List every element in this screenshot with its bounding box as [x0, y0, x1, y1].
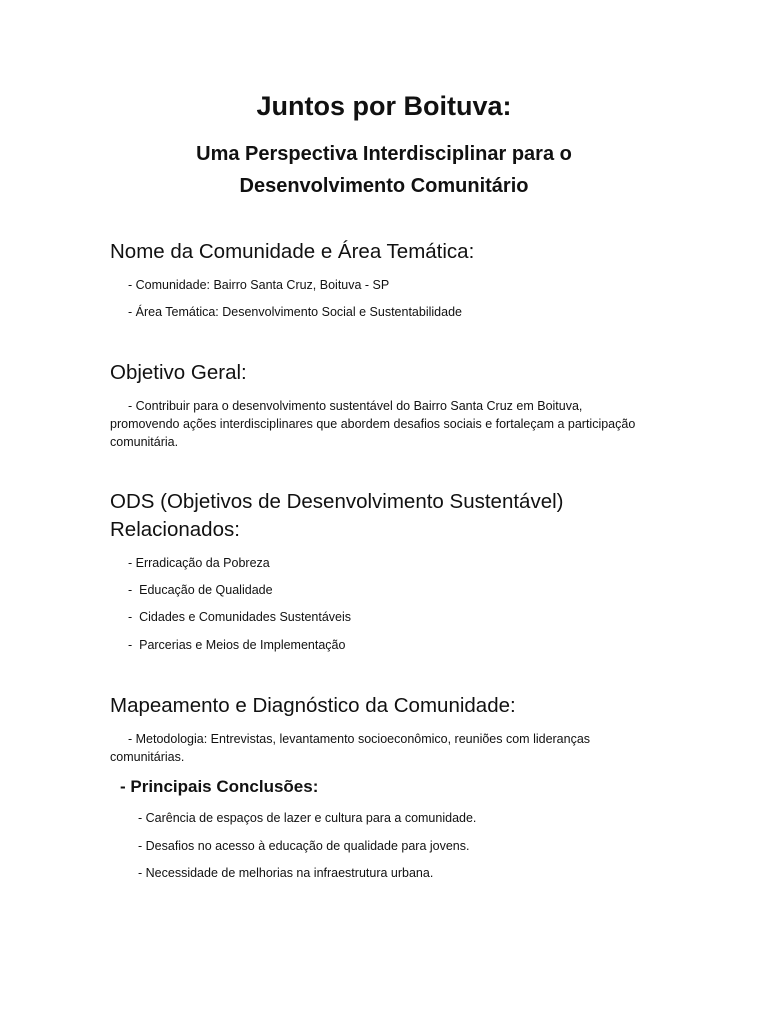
ods-item: - Educação de Qualidade	[128, 583, 273, 597]
objective-paragraph	[110, 397, 670, 451]
subtitle-line-2: Desenvolvimento Comunitário	[239, 175, 529, 197]
methodology-paragraph	[110, 730, 670, 766]
ods-item: - Parcerias e Meios de Implementação	[128, 638, 346, 652]
ods-item: - Erradicação da Pobreza	[128, 556, 270, 570]
conclusion-item: - Desafios no acesso à educação de qualidade para jovens.	[138, 839, 470, 853]
conclusion-item: - Necessidade de melhorias na infraestrutura urbana.	[138, 866, 434, 880]
objective-heading: Objetivo Geral:	[110, 361, 247, 384]
methodology-line-2: comunitárias.	[110, 750, 185, 764]
conclusion-item: - Carência de espaços de lazer e cultura para a comunidade.	[138, 811, 477, 825]
methodology-line-1: - Metodologia: Entrevistas, levantamento socioeconômico, reuniões com lideranças	[128, 732, 591, 746]
objective-line-1: - Contribuir para o desenvolvimento sustentável do Bairro Santa Cruz em Boituva,	[128, 399, 583, 413]
document-subtitle	[0, 138, 768, 202]
community-heading: Nome da Comunidade e Área Temática:	[110, 240, 475, 263]
objective-line-2: promovendo ações interdisciplinares que abordem desafios sociais e fortaleçam a participação	[110, 417, 636, 431]
mapping-heading: Mapeamento e Diagnóstico da Comunidade:	[110, 694, 516, 717]
ods-item: - Cidades e Comunidades Sustentáveis	[128, 610, 352, 624]
conclusions-heading: - Principais Conclusões:	[120, 777, 319, 796]
document-title: Juntos por Boituva:	[256, 91, 512, 121]
subtitle-line-1: Uma Perspectiva Interdisciplinar para o	[196, 143, 572, 165]
ods-heading	[110, 488, 670, 544]
ods-heading-line-1: ODS (Objetivos de Desenvolvimento Sustentável)	[110, 490, 564, 513]
community-item: - Comunidade: Bairro Santa Cruz, Boituva - SP	[128, 278, 390, 292]
objective-line-3: comunitária.	[110, 435, 179, 449]
thematic-area-item: - Área Temática: Desenvolvimento Social e Sustentabilidade	[128, 305, 462, 319]
ods-heading-line-2: Relacionados:	[110, 518, 240, 541]
